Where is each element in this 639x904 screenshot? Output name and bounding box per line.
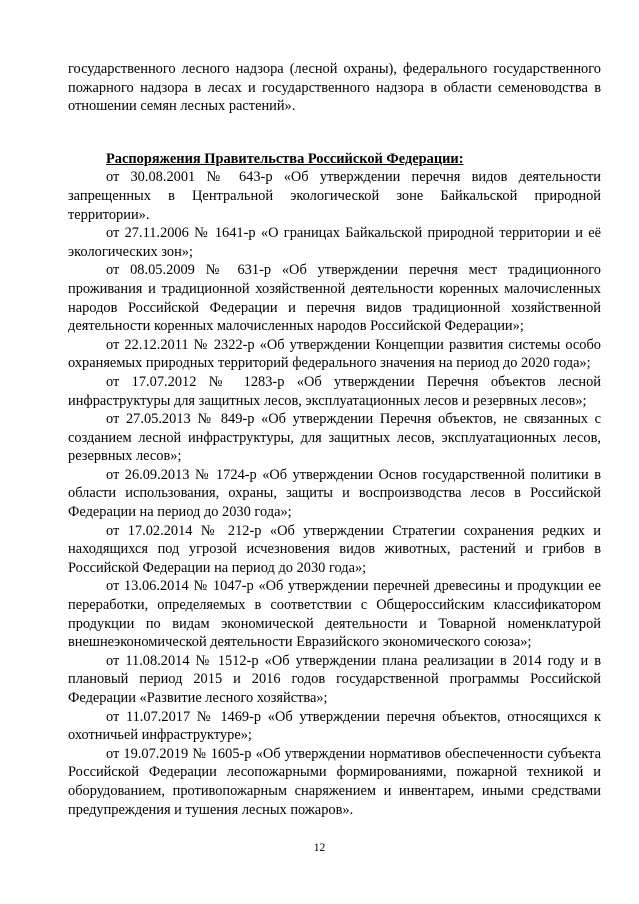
decree-item: от 13.06.2014 № 1047-р «Об утверждении перечней древесины и продукции ее переработки, определяемых в соответствии с Общероссийским классификатором продукции по видам экономической деятельности и Товарной номенклатурой внешнеэкономической деятельности Евразийского экономического союза»; (68, 578, 601, 651)
decree-item: от 17.02.2014 № 212-р «Об утверждении Стратегии сохранения редких и находящихся под угрозой исчезновения видов животных, растений и грибов в Российской Федерации на период до 2030 года»; (68, 522, 601, 576)
decree-item: от 08.05.2009 № 631-р «Об утверждении перечня мест традиционного проживания и традиционной хозяйственной деятельности коренных малочисленных народов Российской Федерации и перечня видов традиционной хозяйственной деятельности коренных малочисленных народов Российской Федерации»; (68, 262, 601, 335)
decree-item: от 17.07.2012 № 1283-р «Об утверждении Перечня объектов лесной инфраструктуры для защитных лесов, эксплуатационных лесов и резервных лесов»; (68, 373, 601, 409)
decree-item: от 30.08.2001 № 643-р «Об утверждении перечня видов деятельности запрещенных в Центральной экологической зоне Байкальской природной территории». (68, 169, 601, 223)
decree-item: от 19.07.2019 № 1605-р «Об утверждении нормативов обеспеченности субъекта Российской Федерации лесопожарными формированиями, пожарной техникой и оборудованием, противопожарным снаряжением и инвентарем, иными средствами предупреждения и тушения лесных пожаров». (68, 745, 601, 818)
page-number: 12 (313, 842, 326, 854)
decree-list (68, 168, 601, 819)
continuation-paragraph: государственного лесного надзора (лесной охраны), федерального государственного пожарного надзора в лесах и государственного надзора в области семеноводства в отношении семян лесных растений». (68, 61, 601, 115)
decree-item: от 11.07.2017 № 1469-р «Об утверждении перечня объектов, относящихся к охотничьей инфраструктуре»; (68, 708, 601, 744)
decree-item: от 27.11.2006 № 1641-р «О границах Байкальской природной территории и её экологических зон»; (68, 225, 601, 260)
continuation-block (68, 60, 601, 116)
decree-item: от 26.09.2013 № 1724-р «Об утверждении Основ государственной политики в области использования, охраны, защиты и воспроизводства лесов в Российской Федерации на период до 2030 года»; (68, 466, 601, 521)
decree-item: от 27.05.2013 № 849-р «Об утверждении Перечня объектов, не связанных с созданием лесной инфраструктуры, для защитных лесов, эксплуатационных лесов, резервных лесов»; (68, 411, 601, 465)
decree-item: от 22.12.2011 № 2322-р «Об утверждении Концепции развития системы особо охраняемых природных территорий федерального значения на период до 2020 года»; (68, 336, 601, 372)
section-title: Распоряжения Правительства Российской Федерации: (106, 150, 464, 167)
document-page (68, 60, 601, 819)
decree-item: от 11.08.2014 № 1512-р «Об утверждении плана реализации в 2014 году и в плановый период 2015 и 2016 годов государственной программы Российской Федерации «Развитие лесного хозяйства»; (68, 652, 601, 706)
